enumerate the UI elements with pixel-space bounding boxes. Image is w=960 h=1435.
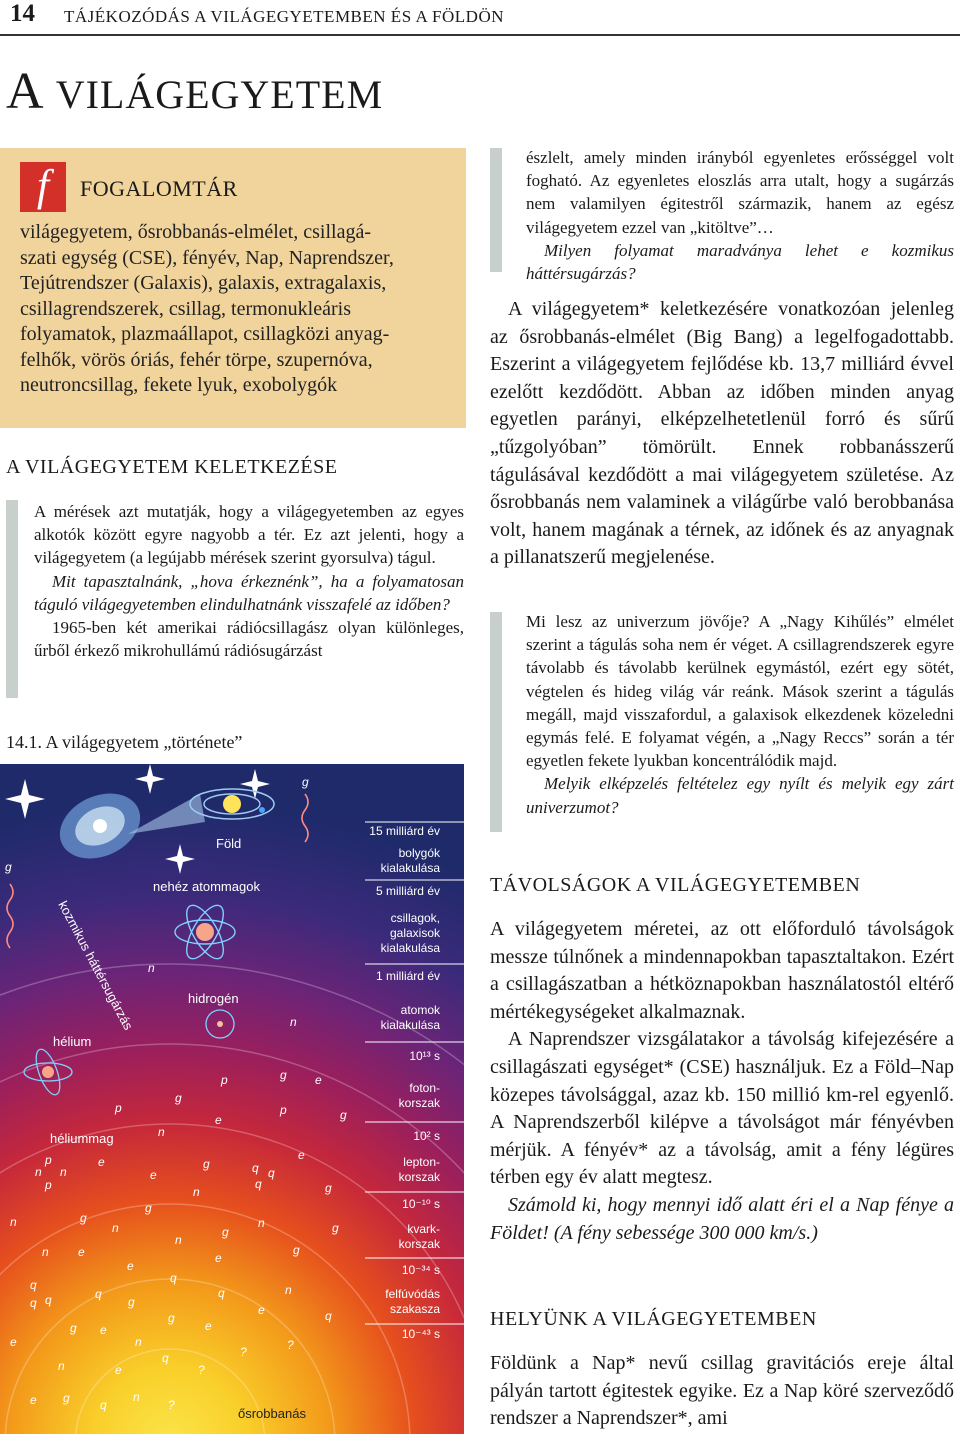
svg-text:g: g [70, 1321, 77, 1335]
timeline-time: 5 milliárd év [375, 884, 440, 898]
svg-text:g: g [63, 1391, 70, 1405]
timeline-event: atomok [400, 1003, 440, 1017]
label-g: g [5, 860, 12, 874]
svg-text:e: e [258, 1303, 265, 1317]
big-bang-text [490, 296, 954, 572]
svg-text:q: q [45, 1293, 52, 1307]
svg-text:g: g [293, 1243, 300, 1257]
timeline-event: foton- [409, 1081, 440, 1095]
figure-caption: 14.1. A világegyetem „története” [6, 732, 243, 752]
svg-text:q: q [30, 1278, 37, 1292]
origin-paragraph-2: 1965-ben két amerikai rádiócsillagász olyan különleges, űrből érkező mikrohullámú rádiósugárzást [34, 618, 464, 661]
label-earth: Föld [216, 836, 242, 851]
svg-text:?: ? [240, 1345, 247, 1359]
label-big-bang: ősrobbanás [238, 1406, 306, 1421]
big-bang-paragraph: A világegyetem* keletkezésére vonatkozóan jelenleg az ősrobbanás-elmélet (Big Bang) a legelfogadottabb. Eszerint a világegyetem fejlődése kb. 13,7 milliárd évvel ezelőtt kezdődött. Abban az időben minden anyag egyetlen parányi, elképzelhetetlenül forró és sűrű „tűzgolyóban” tömörült. Ennek robbanásszerű tágulásával kezdődött a mai világegyetem születése. Az ősrobbanás nem valaminek a világűrbe való berobbanása volt, hanem magának a térnek, az időnek és az anyagnak a pillanatszerű megjelenése. [490, 298, 954, 569]
svg-text:g: g [325, 1181, 332, 1195]
svg-text:q: q [252, 1161, 259, 1175]
section-heading-our-place: HELYÜNK A VILÁGEGYETEMBEN [490, 1308, 817, 1330]
our-place-text [490, 1350, 954, 1433]
distances-paragraph-1: A világegyetem méretei, az ott előforduló távolságok messze túlnőnek a mindennapokban tapasztaltakon. Ezért a csillagászatban a hétköznapokban használatostól eltérő mértékegységeket alkalmaznak. [490, 918, 954, 1023]
svg-text:n: n [290, 1015, 297, 1029]
timeline-time: 10⁻⁴³ s [401, 1327, 440, 1341]
svg-text:n: n [158, 1125, 165, 1139]
label-helium-nucleus: héliummag [50, 1131, 114, 1146]
timeline-time: 10¹³ s [409, 1049, 440, 1063]
svg-text:n: n [133, 1390, 140, 1404]
svg-text:e: e [298, 1148, 305, 1162]
distances-paragraph-2: A Naprendszer vizsgálatakor a távolság kifejezésére a csillagászati egységet* (CSE) használjuk. Ez a Föld–Nap közepes távolsággal, azaz kb. 150 millió km-rel egyenlő. A Naprendszerből kilépve a távolságot már fényévben mérjük. A fényév* az a távolság, amit a fény légüres térben egy év alatt megtesz. [490, 1028, 954, 1189]
svg-text:n: n [175, 1233, 182, 1247]
svg-text:q: q [30, 1296, 37, 1310]
svg-text:q: q [325, 1309, 332, 1323]
svg-text:?: ? [287, 1338, 294, 1352]
svg-text:n: n [258, 1216, 265, 1230]
timeline-event: felfúvódás [385, 1287, 440, 1301]
timeline-time: 10² s [413, 1129, 440, 1143]
page-title: A VILÁGEGYETEM [6, 63, 384, 120]
label-cmb: kozmikus háttérsugárzás [55, 898, 137, 1033]
timeline-event: galaxisok [389, 926, 440, 940]
label-helium: hélium [53, 1034, 92, 1049]
label-heavy-nuclei: nehéz atommagok [153, 879, 260, 894]
distances-text [490, 916, 954, 1247]
svg-text:e: e [215, 1113, 222, 1127]
svg-text:n: n [58, 1359, 65, 1373]
svg-text:g: g [168, 1311, 175, 1325]
svg-text:e: e [315, 1073, 322, 1087]
timeline-time: 10⁻³⁴ s [401, 1263, 440, 1277]
future-paragraph: Mi lesz az univerzum jövője? A „Nagy Kihűlés” elmélet szerint a tágulás soha nem ér véget. A csillagrendszerek egyre távolabb és távolabb kerülnek egymástól, ezért egy sötét, végtelen és hideg világ vár reánk. Mások szerint a tágulás megáll, majd visszafordul, a galaxisok elkezdenek közeledni egymás felé. E folyamat végén, a „Nagy Reccs” során a tér egyetlen fekete lyukban koncentrálódik majd. [526, 612, 954, 771]
glossary-heading: FOGALOMTÁR [80, 176, 238, 201]
svg-text:n: n [60, 1165, 67, 1179]
svg-text:n: n [193, 1185, 200, 1199]
timeline-time: 1 milliárd év [375, 969, 440, 983]
svg-text:n: n [135, 1335, 142, 1349]
timeline-event: korszak [398, 1237, 440, 1251]
svg-text:q: q [170, 1271, 177, 1285]
svg-text:g: g [80, 1211, 87, 1225]
svg-text:n: n [148, 961, 155, 975]
svg-text:p: p [45, 1178, 52, 1192]
distances-question: Számold ki, hogy mennyi idő alatt éri el a Nap fénye a Földet! (A fény sebessége 300 000 km/s.) [490, 1193, 954, 1244]
svg-text:n: n [42, 1245, 49, 1259]
svg-text:q: q [218, 1286, 225, 1300]
origin-sidebar-text [34, 500, 464, 662]
svg-text:p: p [45, 1153, 52, 1167]
cmb-question: Milyen folyamat maradványa lehet e kozmikus háttérsugárzás? [526, 240, 954, 284]
origin-paragraph-1: A mérések azt mutatják, hogy a világegyetemben az egyes alkotók között egyre nagyobb a tér. Ez azt jelenti, hogy a világegyetem (a legújabb mérések szerint gyorsulva) tágul. [34, 502, 464, 568]
svg-text:e: e [30, 1393, 37, 1407]
timeline-event: kialakulása [380, 1018, 440, 1032]
svg-text:e: e [78, 1245, 85, 1259]
timeline-event: kialakulása [380, 861, 440, 875]
svg-text:?: ? [198, 1363, 205, 1377]
svg-text:g: g [203, 1157, 210, 1171]
svg-text:g: g [332, 1221, 339, 1235]
future-sidebar-text [526, 610, 954, 819]
svg-text:n: n [285, 1283, 292, 1297]
sidebar-bar [490, 148, 502, 272]
svg-text:n: n [35, 1165, 42, 1179]
sidebar-bar [6, 500, 18, 698]
svg-text:n: n [10, 1215, 17, 1229]
timeline-event: csillagok, [390, 911, 440, 925]
sidebar-bar [490, 612, 502, 832]
svg-text:p: p [280, 1103, 287, 1117]
timeline-event: kialakulása [380, 941, 440, 955]
our-place-paragraph: Földünk a Nap* nevű csillag gravitációs ereje által pályán tartott égitestek egyike. Ez a Nap köré szerveződő rendszer a Naprendszer*, ami [490, 1352, 954, 1430]
timeline-event: szakasza [389, 1302, 440, 1316]
label-hydrogen: hidrogén [188, 991, 239, 1006]
svg-text:e: e [100, 1323, 107, 1337]
svg-text:n: n [112, 1221, 119, 1235]
svg-text:g: g [280, 1068, 287, 1082]
svg-text:q: q [95, 1287, 102, 1301]
timeline-event: lepton- [403, 1155, 440, 1169]
running-title: TÁJÉKOZÓDÁS A VILÁGEGYETEMBEN ÉS A FÖLDÖN [64, 7, 504, 26]
label-g: g [302, 775, 309, 789]
svg-text:g: g [128, 1295, 135, 1309]
svg-text:e: e [98, 1155, 105, 1169]
timeline-event: korszak [398, 1096, 440, 1110]
cmb-paragraph: észlelt, amely minden irányból egyenletes erősséggel volt fogható. Az egyenletes eloszlás arra utalt, hogy a sugárzás nem valamilyen égitestről származik, hanem az egész világegyetem ezzel van „kitöltve”… [526, 148, 954, 237]
svg-text:g: g [222, 1225, 229, 1239]
section-heading-origin: A VILÁGEGYETEM KELETKEZÉSE [6, 456, 338, 478]
svg-text:q: q [162, 1351, 169, 1365]
svg-text:q: q [255, 1177, 262, 1191]
svg-text:g: g [175, 1091, 182, 1105]
timeline-event: korszak [398, 1170, 440, 1184]
svg-text:q: q [100, 1398, 107, 1412]
section-heading-distances: TÁVOLSÁGOK A VILÁGEGYETEMBEN [490, 874, 861, 896]
glossary-logo-icon: f [20, 162, 66, 212]
svg-text:g: g [340, 1108, 347, 1122]
svg-text:e: e [115, 1363, 122, 1377]
svg-text:?: ? [168, 1398, 175, 1412]
page-number: 14 [10, 0, 35, 27]
svg-text:e: e [150, 1168, 157, 1182]
svg-text:e: e [215, 1251, 222, 1265]
glossary-terms: világegyetem, ősrobbanás-elmélet, csillagá- szati egység (CSE), fényév, Nap, Naprendszer, Tejútrendszer (Galaxis), galaxis, extragalaxis, csillagrendszerek, csillag, termonukleáris folyamatok, plazmaállapot, csillagközi anyag- felhők, vörös óriás, fehér törpe, szupernóva, neutroncsillag, fekete lyuk, exobolygók [20, 221, 394, 396]
svg-text:p: p [115, 1101, 122, 1115]
timeline-event: kvark- [407, 1222, 440, 1236]
cmb-sidebar-text [526, 146, 954, 285]
universe-history-figure [0, 764, 464, 1434]
svg-text:e: e [205, 1319, 212, 1333]
figure-svg [0, 764, 464, 1434]
svg-text:e: e [10, 1335, 17, 1349]
svg-text:q: q [268, 1166, 275, 1180]
svg-text:p: p [221, 1073, 228, 1087]
svg-text:e: e [127, 1259, 134, 1273]
future-question: Melyik elképzelés feltételez egy nyílt és melyik egy zárt univerzumot? [526, 774, 954, 817]
timeline-time: 15 milliárd év [369, 824, 440, 838]
timeline-time: 10⁻¹⁰ s [402, 1197, 440, 1211]
svg-text:g: g [145, 1201, 152, 1215]
timeline-event: bolygók [398, 846, 440, 860]
origin-question: Mit tapasztalnánk, „hova érkeznénk”, ha a folyamatosan táguló világegyetemben elindulhatnánk visszafelé az időben? [34, 571, 464, 614]
